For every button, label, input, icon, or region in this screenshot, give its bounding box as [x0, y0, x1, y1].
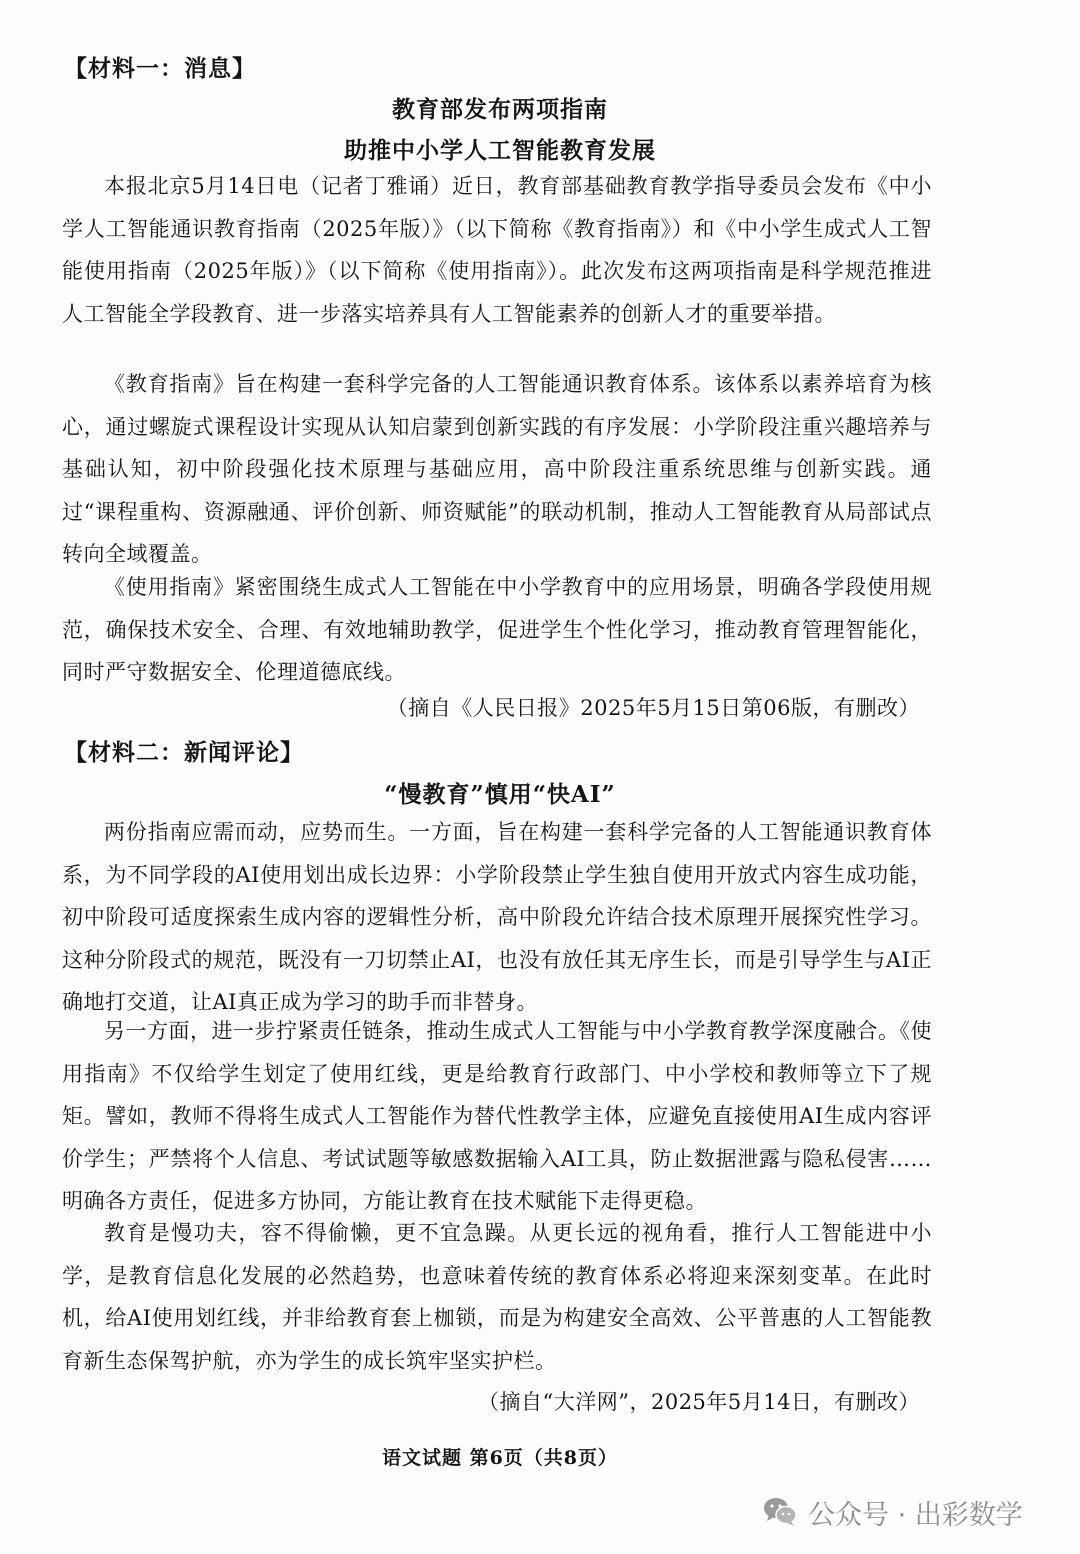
material-two-headline: “慢教育”慎用“快AI” — [384, 781, 616, 808]
watermark — [762, 1490, 1023, 1534]
material-two-paragraph: 教育是慢功夫，容不得偷懒，更不宜急躁。从更长远的视角看，推行人工智能进中小学，是教育信息化发展的必然趋势，也意味着传统的教育体系必将迎来深刻变革。在此时机，给AI使用划红线，并非给教育套上枷锁，而是为构建安全高效、公平普惠的人工智能教育新生态保驾护航，亦为学生的成长筑牢坚实护栏。 — [62, 1221, 932, 1373]
material-two-paragraph: 另一方面，进一步拧紧责任链条，推动生成式人工智能与中小学教育教学深度融合。《使用指南》不仅给学生划定了使用红线，更是给教育行政部门、中小学校和教师等立下了规矩。譬如，教师不得将生成式人工智能作为替代性教学主体，应避免直接使用AI生成内容评价学生；严禁将个人信息、考试试题等敏感数据输入AI工具，防止数据泄露与隐私侵害……明确各方责任，促进多方协同，方能让教育在技术赋能下走得更稳。 — [62, 1019, 932, 1213]
material-two-source: （摘自“大洋网”，2025年5月14日，有删改） — [478, 1390, 920, 1414]
material-one-source: （摘自《人民日报》2025年5月15日第06版，有删改） — [386, 696, 920, 720]
material-two-paragraph: 两份指南应需而动，应势而生。一方面，旨在构建一套科学完备的人工智能通识教育体系，为不同学段的AI使用划出成长边界：小学阶段禁止学生独自使用开放式内容生成功能，初中阶段可适度探索生成内容的逻辑性分析，高中阶段允许结合技术原理开展探究性学习。这种分阶段式的规范，既没有一刀切禁止AI，也没有放任其无序生长，而是引导学生与AI正确地打交道，让AI真正成为学习的助手而非替身。 — [62, 820, 932, 1014]
material-one-paragraph: 本报北京5月14日电（记者丁雅诵）近日，教育部基础教育教学指导委员会发布《中小学人工智能通识教育指南（2025年版）》（以下简称《教育指南》）和《中小学生成式人工智能使用指南（2025年版）》（以下简称《使用指南》）。此次发布这两项指南是科学规范推进人工智能全学段教育、进一步落实培养具有人工智能素养的创新人才的重要举措。 — [62, 174, 932, 326]
page-footer: 语文试题 第6页（共8页） — [381, 1447, 619, 1469]
wechat-icon — [762, 1496, 798, 1528]
material-one-paragraph: 《使用指南》紧密围绕生成式人工智能在中小学教育中的应用场景，明确各学段使用规范，确保技术安全、合理、有效地辅助教学，促进学生个性化学习，推动教育管理智能化，同时严守数据安全、伦理道德底线。 — [62, 575, 932, 684]
material-one-label: 【材料一：消息】 — [64, 55, 256, 82]
material-two-label: 【材料二：新闻评论】 — [64, 739, 304, 766]
material-one-subheadline: 助推中小学人工智能教育发展 — [344, 137, 656, 164]
material-one-headline: 教育部发布两项指南 — [392, 96, 608, 123]
watermark-text: 公众号 · 出彩数学 — [808, 1499, 1023, 1531]
material-one-paragraph: 《教育指南》旨在构建一套科学完备的人工智能通识教育体系。该体系以素养培育为核心，通过螺旋式课程设计实现从认知启蒙到创新实践的有序发展：小学阶段注重兴趣培养与基础认知，初中阶段强化技术原理与基础应用，高中阶段注重系统思维与创新实践。通过“课程重构、资源融通、评价创新、师资赋能”的联动机制，推动人工智能教育从局部试点转向全域覆盖。 — [62, 372, 932, 566]
